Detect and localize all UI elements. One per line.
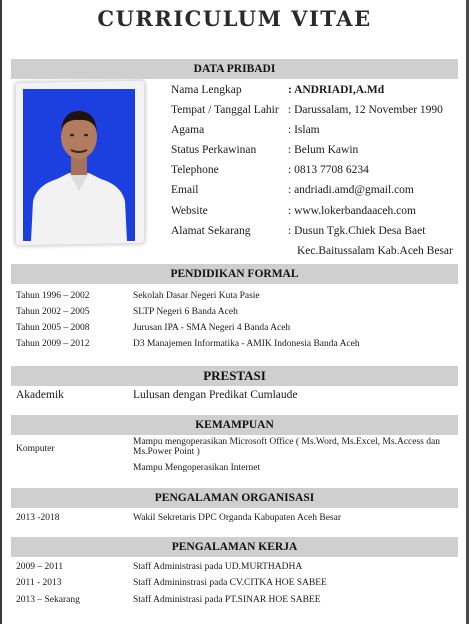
work-desc: Staff Administrasi pada PT.SINAR HOE SABEE [133,595,321,605]
field-value-email: : andriadi.amd@gmail.com [288,184,414,196]
field-value-telephone: : 0813 7708 6234 [288,164,369,176]
work-desc: Staff Administrasi pada UD.MURTHADHA [133,562,303,572]
education-period: Tahun 2005 – 2008 [16,323,90,333]
section-header-kemampuan: KEMAMPUAN [11,415,458,435]
field-label-website: Website [171,205,208,217]
field-value-alamat: : Dusun Tgk.Chiek Desa Baet [288,225,426,237]
work-period: 2009 – 2011 [16,562,64,572]
section-header-pendidikan: PENDIDIKAN FORMAL [11,264,458,284]
section-header-prestasi: PRESTASI [11,366,458,386]
field-value-agama: : Islam [288,124,320,136]
education-desc: Sekolah Dasar Negeri Kuta Pasie [133,291,260,301]
profile-photo [23,89,135,241]
field-label-status: Status Perkawinan [171,144,257,156]
field-label-telephone: Telephone [171,164,219,176]
achievement-desc: Lulusan dengan Predikat Cumlaude [133,389,298,401]
skill-item: Mampu Mengoperasikan Internet [133,463,261,473]
work-period: 2013 – Sekarang [16,595,80,605]
education-period: Tahun 2009 – 2012 [16,339,90,349]
field-value-nama: : ANDRIADI,A.Md [288,84,385,96]
education-desc: D3 Manajemen Informatika - AMIK Indonesia Banda Aceh [133,339,360,349]
section-header-kerja: PENGALAMAN KERJA [11,537,458,557]
field-value-status: : Belum Kawin [288,144,359,156]
field-label-email: Email [171,184,199,196]
education-desc: Jurusan IPA - SMA Negeri 4 Banda Aceh [133,323,291,333]
document-title: CURRICULUM VITAE [97,6,372,31]
page-edge [0,0,2,624]
field-label-nama: Nama Lengkap [171,84,242,96]
work-desc: Staff Admininstrasi pada CV.CITKA HOE SABEE [133,578,327,588]
work-period: 2011 - 2013 [16,578,62,588]
section-header-data-pribadi: DATA PRIBADI [11,59,458,79]
education-desc: SLTP Negeri 6 Banda Aceh [133,307,238,317]
education-period: Tahun 1996 – 2002 [16,291,90,301]
field-value-alamat-line2: Kec.Baitussalam Kab.Aceh Besar [297,245,453,257]
organization-period: 2013 -2018 [16,513,60,523]
field-label-ttl: Tempat / Tanggal Lahir [171,104,279,116]
education-period: Tahun 2002 – 2005 [16,307,90,317]
field-label-alamat: Alamat Sekarang [171,225,251,237]
skill-label: Komputer [16,444,55,454]
section-header-organisasi: PENGALAMAN ORGANISASI [11,488,458,508]
achievement-label: Akademik [16,389,64,401]
skill-item: Mampu mengoperasikan Microsoft Office ( Ms.Word, Ms.Excel, Ms.Access dan Ms.Power Point ) [133,437,440,457]
field-value-ttl: : Darussalam, 12 November 1990 [288,104,443,116]
field-value-website: : www.lokerbandaaceh.com [288,205,416,217]
organization-desc: Wakil Sekretaris DPC Organda Kabupaten Aceh Besar [133,513,342,523]
field-label-agama: Agama [171,124,205,136]
